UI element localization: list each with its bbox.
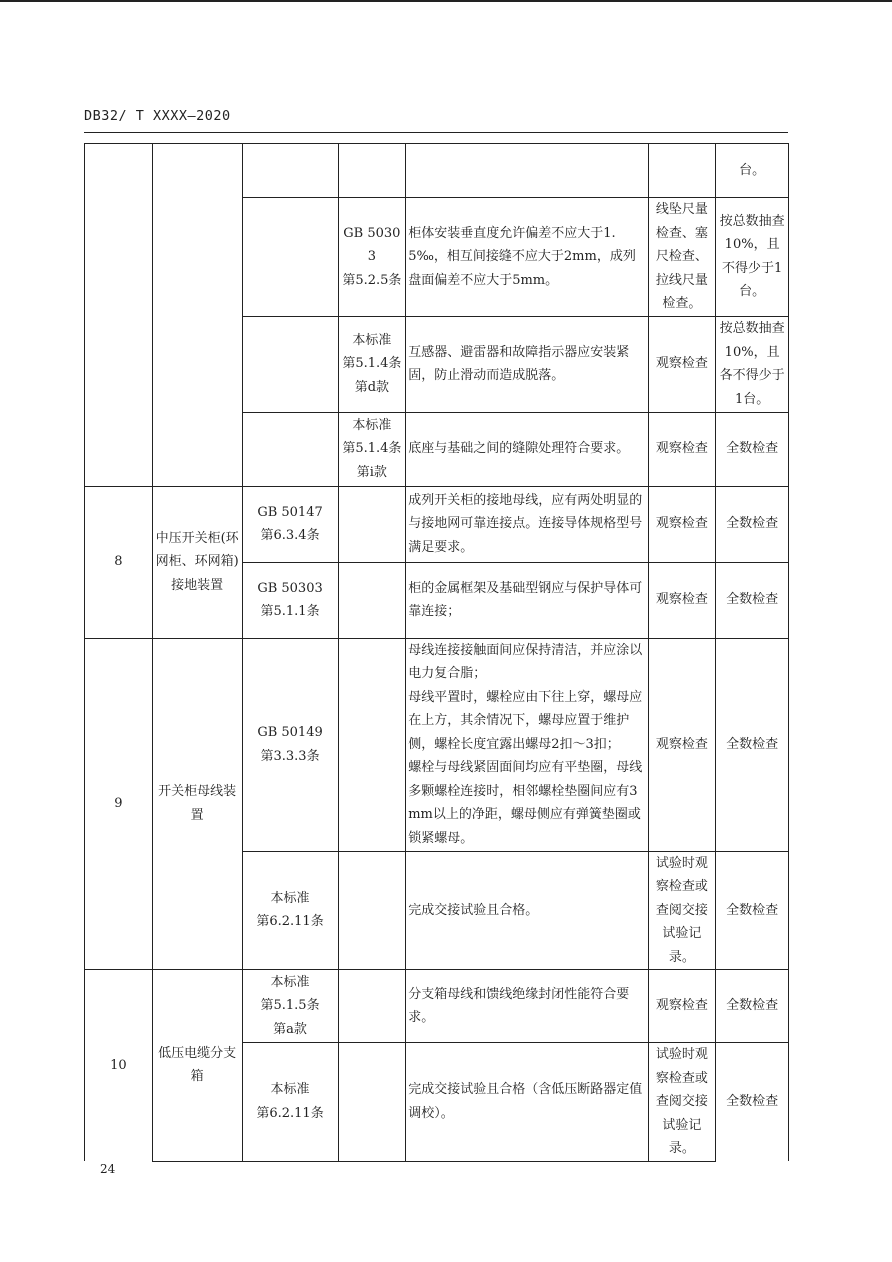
page-top-border (0, 0, 892, 2)
cell-content: 完成交接试验且合格。 (406, 851, 648, 970)
page-number: 24 (100, 1162, 116, 1176)
cell-content: 柜的金属框架及基础型钢应与保护导体可靠连接； (406, 562, 648, 638)
cell-basis (242, 198, 338, 317)
cell-no: 8 (85, 486, 153, 638)
cell-no (85, 144, 153, 487)
cell-no: 10 (85, 970, 153, 1162)
cell-content: 母线连接接触面间应保持清洁，并应涂以电力复合脂； 母线平置时，螺栓应由下往上穿，螺母应在上方，其余情况下，螺母应置于维护侧，螺栓长度宜露出螺母2扣～3扣； 螺栓与母线紧固面间均应有平垫圈，母线多颗螺栓连接时，相邻螺栓垫圈间应有3mm以上的净距，螺母侧应有弹簧垫圈或锁紧螺母。 (406, 638, 648, 851)
cell-method: 线坠尺量检查、塞尺检查、拉线尺量检查。 (648, 198, 716, 317)
cell-sample: 全数检查 (716, 412, 789, 486)
cell-blank (338, 851, 406, 970)
cell-ref (338, 144, 406, 198)
cell-sample: 全数检查 (716, 638, 789, 851)
cell-ref: 本标准 第5.1.5条 第a款 (242, 970, 338, 1043)
cell-sample: 全数检查 (716, 1043, 789, 1162)
cell-sample: 台。 (716, 144, 789, 198)
cell-ref: 本标准 第6.2.11条 (242, 851, 338, 970)
cell-ref: GB 50303 第5.2.5条 (338, 198, 406, 317)
cell-method: 观察检查 (648, 562, 716, 638)
cell-sample: 全数检查 (716, 851, 789, 970)
cell-content: 互感器、避雷器和故障指示器应安装紧固，防止滑动而造成脱落。 (406, 316, 648, 412)
cell-sample: 全数检查 (716, 562, 789, 638)
cell-content (406, 144, 648, 198)
cell-item: 低压电缆分支箱 (152, 970, 242, 1162)
cell-basis (242, 316, 338, 412)
cell-blank (338, 486, 406, 562)
cell-no: 9 (85, 638, 153, 970)
cell-ref: GB 50147 第6.3.4条 (242, 486, 338, 562)
cell-blank (338, 970, 406, 1043)
cell-item: 开关柜母线装置 (152, 638, 242, 970)
cell-content: 完成交接试验且合格（含低压断路器定值调校）。 (406, 1043, 648, 1162)
table-row (85, 970, 789, 1043)
header-rule (84, 132, 788, 133)
cell-method: 观察检查 (648, 412, 716, 486)
cell-sample: 按总数抽查10%，且各不得少于1台。 (716, 316, 789, 412)
cell-item: 中压开关柜(环网柜、环网箱)接地装置 (152, 486, 242, 638)
cell-method: 试验时观察检查或查阅交接试验记录。 (648, 1043, 716, 1162)
cell-method: 观察检查 (648, 486, 716, 562)
cell-content: 柜体安装垂直度允许偏差不应大于1.5‰，相互间接缝不应大于2mm，成列盘面偏差不应大于5mm。 (406, 198, 648, 317)
table-row (85, 486, 789, 562)
cell-ref: 本标准 第5.1.4条 第i款 (338, 412, 406, 486)
cell-content: 分支箱母线和馈线绝缘封闭性能符合要求。 (406, 970, 648, 1043)
table-row (85, 144, 789, 198)
cell-ref: 本标准 第5.1.4条 第d款 (338, 316, 406, 412)
cell-basis (242, 144, 338, 198)
inspection-table (84, 143, 789, 1162)
document-code: DB32/ T XXXX—2020 (84, 108, 231, 124)
cell-method (648, 144, 716, 198)
cell-method: 观察检查 (648, 970, 716, 1043)
cell-ref: GB 50149 第3.3.3条 (242, 638, 338, 851)
cell-method: 观察检查 (648, 316, 716, 412)
cell-method: 观察检查 (648, 638, 716, 851)
cell-sample: 按总数抽查10%，且不得少于1台。 (716, 198, 789, 317)
cell-ref: 本标准 第6.2.11条 (242, 1043, 338, 1162)
cell-blank (338, 638, 406, 851)
cell-item (152, 144, 242, 487)
cell-blank (338, 562, 406, 638)
cell-content: 底座与基础之间的缝隙处理符合要求。 (406, 412, 648, 486)
cell-sample: 全数检查 (716, 970, 789, 1043)
cell-basis (242, 412, 338, 486)
cell-blank (338, 1043, 406, 1162)
cell-ref: GB 50303 第5.1.1条 (242, 562, 338, 638)
cell-method: 试验时观察检查或查阅交接试验记录。 (648, 851, 716, 970)
cell-content: 成列开关柜的接地母线，应有两处明显的与接地网可靠连接点。连接导体规格型号满足要求。 (406, 486, 648, 562)
cell-sample: 全数检查 (716, 486, 789, 562)
table-row (85, 638, 789, 851)
